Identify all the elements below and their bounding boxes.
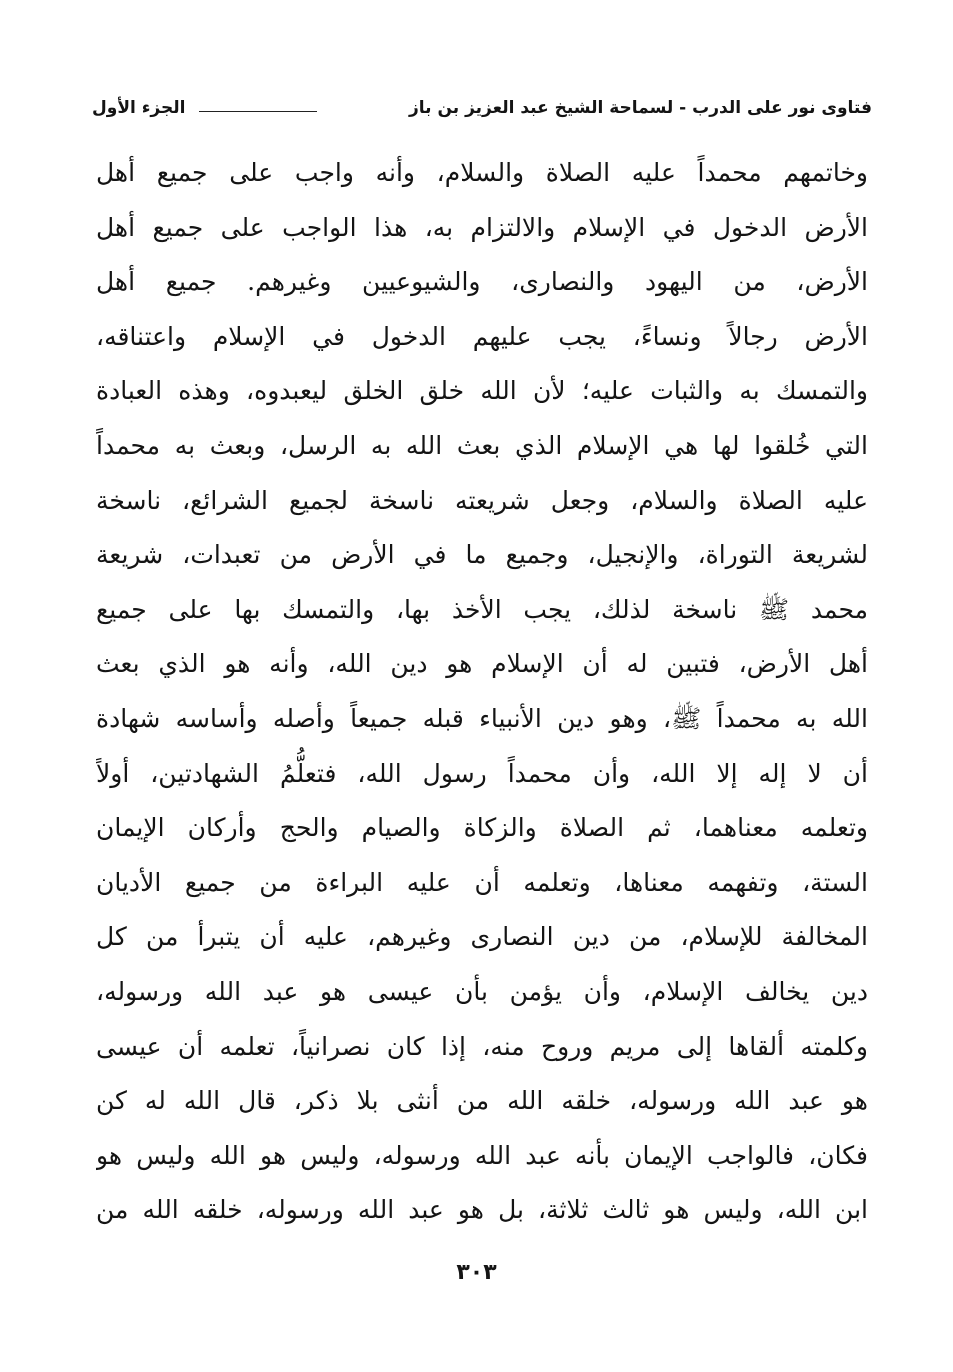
running-header [92,92,872,124]
text-line: ابن الله، وليس هو ثالث ثلاثة، بل هو عبد الله ورسوله، خلقه الله من [96,1195,868,1225]
text-line: والتمسك به والثبات عليه؛ لأن الله خلق الخلق ليعبدوه، وهذه العبادة [96,376,868,406]
text-line: لشريعة التوراة، والإنجيل، وجميع ما في الأرض من تعبدات، شريعة [96,540,868,570]
text-line: عليه الصلاة والسلام، وجعل شريعته ناسخة لجميع الشرائع، ناسخة [96,485,868,515]
header-volume: الجزء الأول [92,98,186,118]
text-line: أهل الأرض، فتبين له أن الإسلام هو دين الله، وأنه هو الذي بعث [96,649,868,679]
header-volume-group [92,98,327,118]
header-book-title: فتاوى نور على الدرب - لسماحة الشيخ عبد العزيز بن باز [409,98,872,118]
text-line: الأرض الدخول في الإسلام والالتزام به، هذا الواجب على جميع أهل [96,212,868,242]
text-line: الأرض رجالاً ونساءً، يجب عليهم الدخول في الإسلام واعتناقه، [96,321,868,351]
text-line: دين يخالف الإسلام، وأن يؤمن بأن عيسى هو عبد الله ورسوله، [96,976,868,1006]
text-line: الله به محمداً ﷺ، وهو دين الأنبياء قبله جميعاً وأصله وأساسه شهادة [96,703,868,733]
text-line: وخاتمهم محمداً عليه الصلاة والسلام، وأنه واجب على جميع أهل [96,158,868,187]
text-line: الستة، وتفهمه معناها، وتعلمه أن عليه البراءة من جميع الأديان [96,867,868,897]
text-line: الأرض، من اليهود والنصارى، والشيوعيين وغيرهم. جميع أهل [96,267,868,297]
header-rule [199,111,317,112]
text-line: المخالفة للإسلام، من دين النصارى وغيرهم، عليه أن يتبرأ من كل [96,922,868,952]
text-line: محمد ﷺ ناسخة لذلك، يجب الأخذ بها، والتمسك بها على جميع [96,594,868,624]
text-line: وكلمته ألقاها إلى مريم وروح منه، إذا كان نصرانياً، تعلمه أن عيسى [96,1031,868,1061]
text-line: أن لا إله إلا الله، وأن محمداً رسول الله، فتعلُّمُ الشهادتين، أولاً [96,758,868,788]
text-line: فكان، فالواجب الإيمان بأنه عبد الله ورسوله، وليس هو الله وليس هو [96,1140,868,1170]
text-line: هو عبد الله ورسوله، خلقه الله من أنثى بلا ذكر، قال الله له كن [96,1086,868,1116]
text-line: التي خُلقوا لها هي الإسلام الذي بعث الله به الرسل، وبعث به محمداً [96,430,868,460]
text-line: وتعلمه معناهما، ثم الصلاة والزكاة والصيام والحج وأركان الإيمان [96,813,868,843]
page-number: ٣٠٣ [456,1260,497,1285]
body-text [96,146,868,1238]
